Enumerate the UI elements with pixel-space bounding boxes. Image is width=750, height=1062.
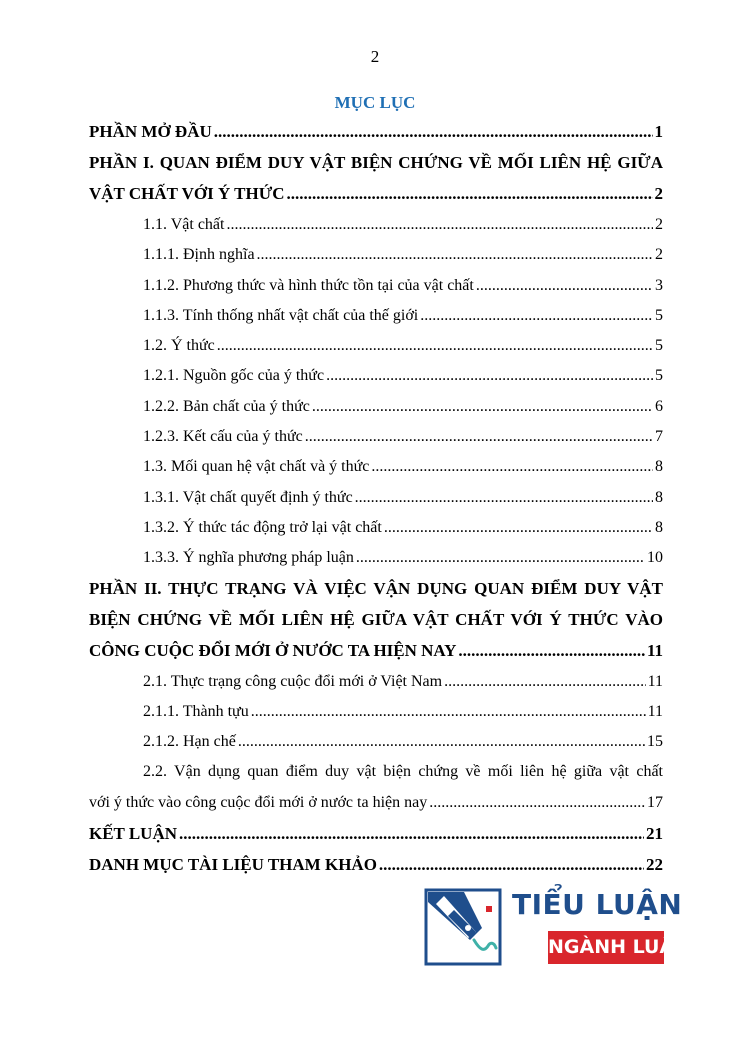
logo-text-top: TIỂU LUẬN xyxy=(512,888,683,921)
dot-leader xyxy=(356,543,645,573)
toc-entry-conclusion[interactable]: KẾT LUẬN ..... 21 xyxy=(89,819,663,850)
toc-entry-part2-line1[interactable]: PHẦN II. THỰC TRẠNG VÀ VIỆC VẬN DỤNG QUAN ĐIỂM DUY VẬT xyxy=(89,578,663,598)
dot-leader xyxy=(287,179,653,209)
dot-leader xyxy=(217,331,653,361)
dot-leader xyxy=(257,240,653,270)
toc-entry[interactable]: 1.3.3. Ý nghĩa phương pháp luận ..... 10 xyxy=(89,543,663,573)
dot-leader xyxy=(384,513,653,543)
toc-entry-2-2[interactable]: với ý thức vào công cuộc đổi mới ở nước ta hiện nay ..... 17 xyxy=(89,788,663,818)
toc-entry[interactable]: 1.1.1. Định nghĩa ..... 2 xyxy=(89,240,663,270)
toc-entry-references[interactable]: DANH MỤC TÀI LIỆU THAM KHẢO ..... 22 xyxy=(89,850,663,881)
dot-leader xyxy=(429,788,645,818)
dot-leader xyxy=(476,271,653,301)
dot-leader xyxy=(326,361,653,391)
toc-entry[interactable]: 1.3. Mối quan hệ vật chất và ý thức ..... 8 xyxy=(89,452,663,482)
dot-leader xyxy=(371,452,653,482)
dot-leader xyxy=(312,392,653,422)
table-of-contents xyxy=(89,117,663,881)
dot-leader xyxy=(179,819,644,849)
toc-entry[interactable]: 1.2.3. Kết cấu của ý thức ..... 7 xyxy=(89,422,663,452)
dot-leader xyxy=(251,697,646,727)
dot-leader xyxy=(226,210,653,240)
toc-entry[interactable]: 1.2. Ý thức ..... 5 xyxy=(89,331,663,361)
toc-entry-part1[interactable]: VẬT CHẤT VỚI Ý THỨC ..... 2 xyxy=(89,179,663,210)
dot-leader xyxy=(379,850,644,880)
dot-leader xyxy=(420,301,653,331)
toc-entry-intro[interactable]: PHẦN MỞ ĐẦU ..... 1 xyxy=(89,117,663,148)
dot-leader xyxy=(305,422,653,452)
toc-entry[interactable]: 1.2.2. Bản chất của ý thức ..... 6 xyxy=(89,392,663,422)
dot-leader xyxy=(444,667,646,697)
toc-entry[interactable]: 1.3.2. Ý thức tác động trở lại vật chất ..... 8 xyxy=(89,513,663,543)
toc-entry[interactable]: 1.1.3. Tính thống nhất vật chất của thế giới ..... 5 xyxy=(89,301,663,331)
toc-entry[interactable]: 1.3.1. Vật chất quyết định ý thức ..... 8 xyxy=(89,483,663,513)
pen-nib-icon xyxy=(424,888,502,966)
toc-entry-part1-line1[interactable]: PHẦN I. QUAN ĐIỂM DUY VẬT BIỆN CHỨNG VỀ MỐI LIÊN HỆ GIỮA xyxy=(89,153,663,172)
toc-entry[interactable]: 2.1.1. Thành tựu ..... 11 xyxy=(89,697,663,727)
toc-entry[interactable]: 2.1.2. Hạn chế ..... 15 xyxy=(89,727,663,757)
logo-text-bottom: NGÀNH LUẬT xyxy=(548,931,664,964)
dot-leader xyxy=(458,636,645,666)
toc-entry[interactable]: 1.2.1. Nguồn gốc của ý thức ..... 5 xyxy=(89,361,663,391)
toc-entry-2-2-line1[interactable]: 2.2. Vận dụng quan điểm duy vật biện chứng về mối liên hệ giữa vật chất xyxy=(143,763,663,781)
toc-entry[interactable]: 1.1.2. Phương thức và hình thức tồn tại của vật chất ..... 3 xyxy=(89,271,663,301)
dot-leader xyxy=(238,727,645,757)
toc-entry[interactable]: 2.1. Thực trạng công cuộc đổi mới ở Việt Nam ..... 11 xyxy=(89,667,663,697)
dot-leader xyxy=(214,117,653,147)
dot-leader xyxy=(355,483,653,513)
toc-entry-part2-line2[interactable]: BIỆN CHỨNG VỀ MỐI LIÊN HỆ GIỮA VẬT CHẤT VỚI Ý THỨC VÀO xyxy=(89,609,663,629)
toc-entry-part2[interactable]: CÔNG CUỘC ĐỔI MỚI Ở NƯỚC TA HIỆN NAY ..... 11 xyxy=(89,636,663,667)
watermark-logo xyxy=(424,888,688,966)
toc-entry[interactable]: 1.1. Vật chất ..... 2 xyxy=(89,210,663,240)
toc-title: MỤC LỤC xyxy=(334,93,416,112)
page-number: 2 xyxy=(370,47,380,66)
